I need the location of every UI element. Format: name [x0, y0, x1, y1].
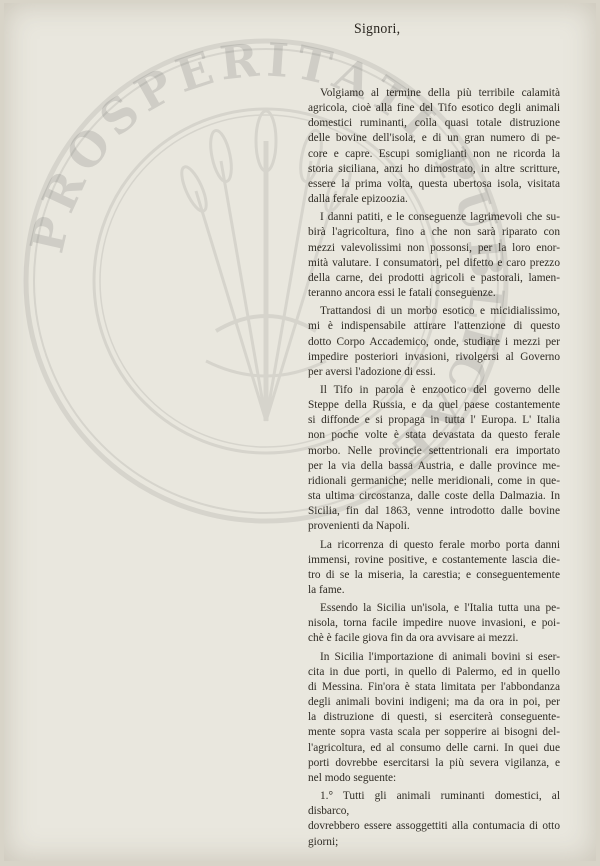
text-line: di Messina. Fin'ora è stata limitata per l'abbondanza: [308, 680, 560, 693]
salutation-heading: Signori,: [354, 21, 401, 37]
text-line: la fame.: [308, 584, 345, 596]
text-line: nisola, torna facile impedire nuove invasioni, e poi-: [308, 617, 560, 630]
text-line: teranno ancora essi le fatali conseguenze.: [308, 287, 496, 300]
paragraph: [308, 86, 560, 207]
text-line: agricola, cioè alla fine del Tifo esotico degli animali: [308, 102, 560, 115]
text-line: la distruzione di questi, si eserciterà conseguente-: [308, 711, 560, 724]
text-line: birà l'agricoltura, fino a che non sarà riparato con: [308, 226, 560, 239]
text-line: Il Tifo in parola è enzootico del governo delle: [320, 383, 560, 396]
text-line: non poche volte è stata devastata da questo ferale: [308, 429, 560, 442]
text-line: dalla ferale epizoozia.: [308, 193, 408, 206]
text-line: della carne, dei prodotti agricoli e pastorali, lamen-: [308, 271, 560, 284]
text-line: l'agricoltura, ed al consumo delle carni. In quei due: [308, 741, 560, 754]
text-line: degli animali bovini indigeni; ma da ora in poi, per: [308, 696, 560, 709]
text-line: Volgiamo al termine della più terribile calamità: [320, 87, 560, 99]
text-line: chè è facile giova fin da ora avvisare ai mezzi.: [308, 632, 519, 645]
paragraph: [308, 789, 560, 850]
text-line: nel modo seguente:: [308, 771, 397, 784]
text-line: sta ultima circostanza, dalle coste della Dalmazia. In: [308, 490, 560, 503]
text-line: ridionali germaniche; nelle meridionali, come in que-: [308, 474, 560, 487]
text-line: storia siciliana, anzi ho dimostrato, in altre scritture,: [308, 162, 560, 175]
paragraph: [308, 383, 560, 535]
text-line: cita in due porti, in quello di Palermo, ed in quello: [308, 665, 560, 678]
text-line: porti dovrebbe esercitarsi la più severa vigilanza, e: [308, 756, 560, 769]
text-line: Trattandosi di un morbo esotico e micidialissimo,: [320, 305, 560, 318]
text-line: La ricorrenza di questo ferale morbo porta danni: [320, 538, 560, 551]
text-line: mente sopra vasta scala per sopperire ai bisogni del-: [308, 726, 560, 739]
text-line: impedire posteriori invasioni, rivolgersi al Governo: [308, 350, 560, 363]
text-line: mità valutare. I consumatori, pel difetto e caro prezzo: [308, 256, 560, 269]
text-line: Steppe della Russia, e da quel paese costantemente: [308, 399, 560, 412]
text-line: Essendo la Sicilia un'isola, e l'Italia tutta una pe-: [320, 602, 560, 615]
text-line: domestici ruminanti, colla quasi totale distruzione: [308, 117, 560, 130]
text-line: dovrebbero essere assoggettiti alla contumacia di otto: [308, 820, 560, 833]
text-line: mezzi valevolissimi non possonsi, per la loro enor-: [308, 241, 560, 254]
text-line: Sicilia, fin dal 1863, venne introdotto dalle bovine: [308, 505, 560, 518]
text-line: morbo. Nelle provincie settentrionali era importato: [308, 444, 560, 457]
text-line: per aversi l'adozione di essi.: [308, 365, 436, 378]
text-line: 1.° Tutti gli animali ruminanti domestici, al disbarco,: [308, 790, 560, 818]
text-line: delle bovine dell'isola, e di un gran numero di pe-: [308, 132, 560, 145]
paragraph: [308, 650, 560, 786]
seal-lettering: PROSPERITATI PUBLICAE: [19, 32, 516, 482]
text-line: In Sicilia l'importazione di animali bovini si eser-: [320, 650, 560, 663]
text-line: giorni;: [308, 835, 339, 848]
text-line: essere la prima volta, questa ubertosa isola, visitata: [308, 177, 560, 190]
text-line: tro di se la miseria, la carestia; e conseguentemente: [308, 568, 560, 581]
paragraph: [308, 538, 560, 599]
text-line: per la via della bassa Austria, e dalle province me-: [308, 459, 560, 472]
body-text: [308, 86, 560, 853]
text-line: provenienti da Napoli.: [308, 520, 410, 533]
text-line: si diffonde e si propaga in tutta l' Europa. L' Italia: [308, 414, 560, 427]
text-line: immensi, rovine positive, e costantemente lascia die-: [308, 553, 560, 566]
paragraph: [308, 601, 560, 646]
paragraph: [308, 210, 560, 301]
paragraph: [308, 304, 560, 380]
text-line: I danni patiti, e le conseguenze lagrimevoli che su-: [320, 211, 560, 224]
text-line: dotto Corpo Accademico, onde, studiare i mezzi per: [308, 335, 560, 348]
text-line: core e capre. Escupi somiglianti non ne ricorda la: [308, 147, 560, 160]
text-line: mi è indispensabile attirare l'attenzione di questo: [308, 320, 560, 333]
document-page: [4, 3, 596, 861]
